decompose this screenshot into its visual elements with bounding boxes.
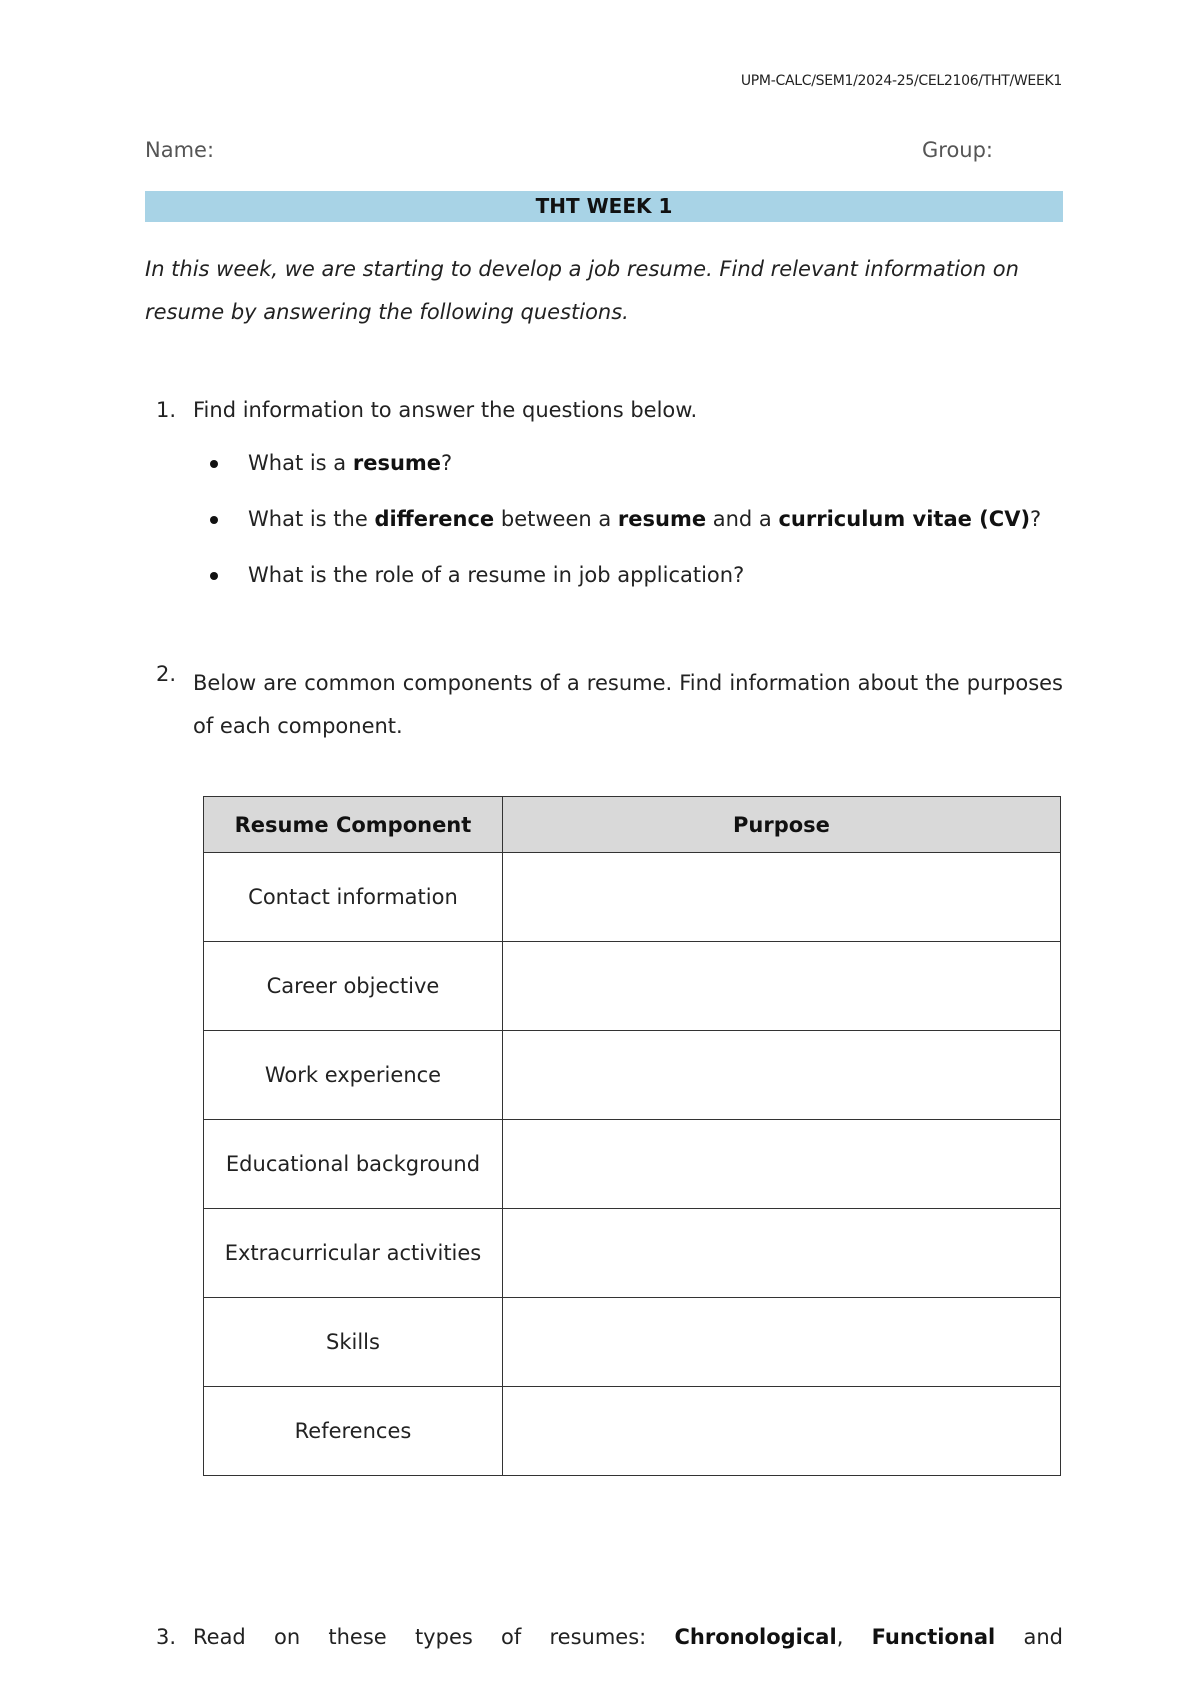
purpose-cell[interactable] bbox=[502, 1387, 1060, 1476]
column-header-purpose: Purpose bbox=[502, 797, 1060, 853]
table-row bbox=[204, 1120, 1061, 1209]
bullet-icon bbox=[210, 460, 218, 468]
table-row bbox=[204, 1031, 1061, 1120]
component-cell: Extracurricular activities bbox=[204, 1209, 503, 1298]
bullet-item bbox=[210, 560, 1070, 616]
purpose-cell[interactable] bbox=[502, 942, 1060, 1031]
question-number: 3. bbox=[156, 1625, 177, 1649]
table-header-row bbox=[204, 797, 1061, 853]
bullet-icon bbox=[210, 572, 218, 580]
bullet-text: What is the role of a resume in job application? bbox=[248, 563, 745, 587]
purpose-cell[interactable] bbox=[502, 1298, 1060, 1387]
question-number: 1. bbox=[156, 398, 177, 422]
component-cell: Skills bbox=[204, 1298, 503, 1387]
table-row bbox=[204, 942, 1061, 1031]
resume-components-table bbox=[203, 796, 1061, 1476]
column-header-component: Resume Component bbox=[204, 797, 503, 853]
purpose-cell[interactable] bbox=[502, 1031, 1060, 1120]
question-1-bullets bbox=[210, 448, 1070, 616]
question-number: 2. bbox=[156, 662, 177, 686]
component-cell: Educational background bbox=[204, 1120, 503, 1209]
bullet-item bbox=[210, 448, 1070, 504]
purpose-cell[interactable] bbox=[502, 1209, 1060, 1298]
table-row bbox=[204, 853, 1061, 942]
table-row bbox=[204, 1209, 1061, 1298]
name-group-row bbox=[145, 138, 1050, 168]
bullet-item bbox=[210, 504, 1070, 560]
document-code: UPM-CALC/SEM1/2024-25/CEL2106/THT/WEEK1 bbox=[740, 73, 1062, 89]
component-cell: Work experience bbox=[204, 1031, 503, 1120]
table-row bbox=[204, 1298, 1061, 1387]
purpose-cell[interactable] bbox=[502, 853, 1060, 942]
table-row bbox=[204, 1387, 1061, 1476]
question-text: Below are common components of a resume. Find information about the purposes of each component. bbox=[193, 671, 1063, 738]
component-cell: Career objective bbox=[204, 942, 503, 1031]
component-cell: Contact information bbox=[204, 853, 503, 942]
bullet-icon bbox=[210, 516, 218, 524]
intro-instructions: In this week, we are starting to develop a job resume. Find relevant information on resume by answering the following questions. bbox=[145, 257, 1019, 324]
worksheet-title: THT WEEK 1 bbox=[145, 191, 1063, 222]
component-cell: References bbox=[204, 1387, 503, 1476]
bullet-text: What is the difference between a resume and a curriculum vitae (CV)? bbox=[248, 507, 1042, 531]
question-text: Read on these types of resumes: Chronological, Functional and bbox=[193, 1625, 1063, 1649]
name-label: Name: bbox=[145, 138, 215, 162]
purpose-cell[interactable] bbox=[502, 1120, 1060, 1209]
bullet-text: What is a resume? bbox=[248, 451, 453, 475]
group-label: Group: bbox=[922, 138, 994, 162]
question-text: Find information to answer the questions below. bbox=[193, 398, 698, 422]
